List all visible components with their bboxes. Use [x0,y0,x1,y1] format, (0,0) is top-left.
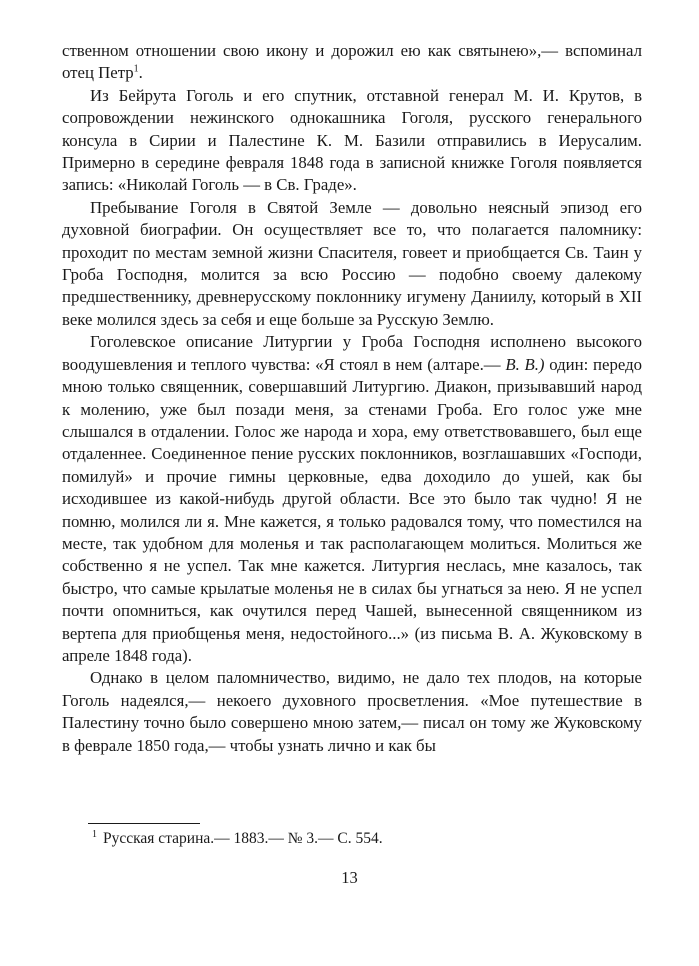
footnote [92,829,612,849]
paragraph-4-text-before: Гоголевское описание Литургии у Гроба Господня исполнено высокого воодушевления и теплого чувства: «Я стоял в нем (алтаре.— [62,332,642,374]
footnote-reference[interactable]: 1 [133,63,139,75]
paragraph-4 [62,331,642,667]
paragraph-1 [62,40,642,85]
paragraph-2: Из Бейрута Гоголь и его спутник, отставной генерал М. И. Крутов, в сопровождении нежинского однокашника Гоголя, русского генерального консула в Сирии и Палестине К. М. Базили отправились в Иерусалим. Примерно в середине февраля 1848 года в записной книжке Гоголя появляется запись: «Николай Гоголь — в Св. Граде». [62,85,642,195]
paragraph-3: Пребывание Гоголя в Святой Земле — довольно неясный эпизод его духовной биографии. Он осуществляет все то, что полагается паломнику: проходит по местам земной жизни Спасителя, говеет и приобщается Св. Таин у Гроба Господня, молится за всю Россию — подобно своему далекому предшественнику, древнерусскому поклоннику игумену Даниилу, который в XII веке молился здесь за себя и еще больше за Русскую Землю. [62,197,642,329]
footnote-divider [88,823,200,824]
paragraph-1-text: ственном отношении свою икону и дорожил ею как святынею»,— вспоминал отец Петр [62,41,642,83]
footnote-marker: 1 [92,828,97,840]
footnote-text: Русская старина.— 1883.— № 3.— С. 554. [103,830,383,847]
page-number: 13 [341,868,358,887]
page-body [62,40,642,757]
paragraph-1-tail: . [138,63,143,83]
paragraph-5: Однако в целом паломничество, видимо, не дало тех плодов, на которые Гоголь надеялся,— некоего духовного просветления. «Мое путешествие в Палестину точно было совершено мною затем,— писал он тому же Жуковскому в феврале 1850 года,— чтобы узнать лично и как бы [62,668,642,755]
paragraph-4-text-after: один: передо мною только священник, совершавший Литургию. Диакон, призывавший народ к молению, уже был позади меня, за стенами Гроба. Его голос уже мне слышался в отдалении. Голос же народа и хора, ему ответствовавшего, был еще отдаленнее. Соединенное пение русских поклонников, возглашавших «Господи, помилуй» и прочие гимны церковные, едва доходило до ушей, как бы исходившее из какой-нибудь другой области. Все это было так чудно! Я не помню, молился ли я. Мне кажется, я только радовался тому, что поместился на месте, так удобном для моленья и так располагающем молиться. Молиться же собственно я не успел. Так мне кажется. Литургия неслась, мне казалось, так быстро, что самые крылатые моленья не в силах бы угнаться за нею. Я не успел почти опомниться, как очутился перед Чашей, вынесенной священником из вертепа для приобщенья меня, недостойного...» (из письма В. А. Жуковскому в апреле 1848 года). [62,354,642,665]
paragraph-4-emphasis: В. В.) [505,354,545,374]
